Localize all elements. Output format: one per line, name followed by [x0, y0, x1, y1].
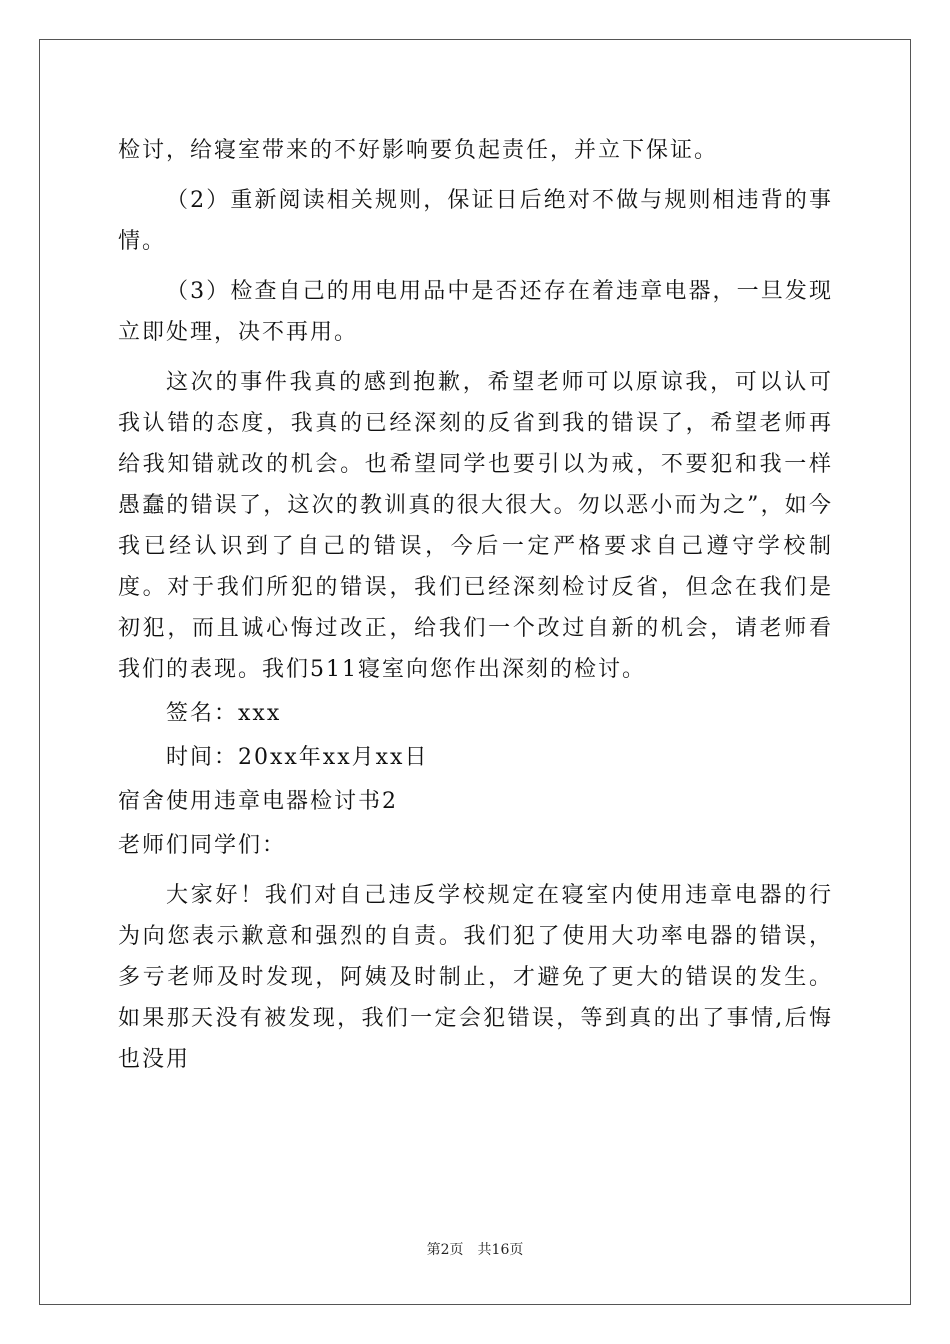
document-body: [118, 130, 833, 1080]
paragraph-4: 这次的事件我真的感到抱歉，希望老师可以原谅我，可以认可我认错的态度，我真的已经深刻的反省到我的错误了，希望老师再给我知错就改的机会。也希望同学也要引以为戒，不要犯和我一样愚蠢的错误了，这次的教训真的很大很大。勿以恶小而为之”，如今我已经认识到了自己的错误，今后一定严格要求自己遵守学校制度。对于我们所犯的错误，我们已经深刻检讨反省，但念在我们是初犯，而且诚心悔过改正，给我们一个改过自新的机会，请老师看我们的表现。我们511寝室向您作出深刻的检讨。: [118, 370, 833, 682]
paragraph-3: （3）检查自己的用电用品中是否还存在着违章电器，一旦发现立即处理，决不再用。: [118, 279, 833, 345]
signature-line: 签名：xxx: [166, 701, 282, 726]
paragraph-5: 大家好！我们对自己违反学校规定在寝室内使用违章电器的行为向您表示歉意和强烈的自责。我们犯了使用大功率电器的错误，多亏老师及时发现，阿姨及时制止，才避免了更大的错误的发生。如果那天没有被发现，我们一定会犯错误，等到真的出了事情,后悔也没用: [118, 883, 833, 1072]
paragraph-1: 检讨，给寝室带来的不好影响要负起责任，并立下保证。: [118, 138, 719, 163]
salutation: 老师们同学们：: [118, 833, 287, 858]
date-line: 时间：20xx年xx月xx日: [166, 745, 429, 770]
paragraph-2: （2）重新阅读相关规则，保证日后绝对不做与规则相违背的事情。: [118, 188, 833, 254]
page-number-footer: 第2页 共16页: [426, 1242, 524, 1258]
section-title: 宿舍使用违章电器检讨书2: [118, 789, 398, 814]
